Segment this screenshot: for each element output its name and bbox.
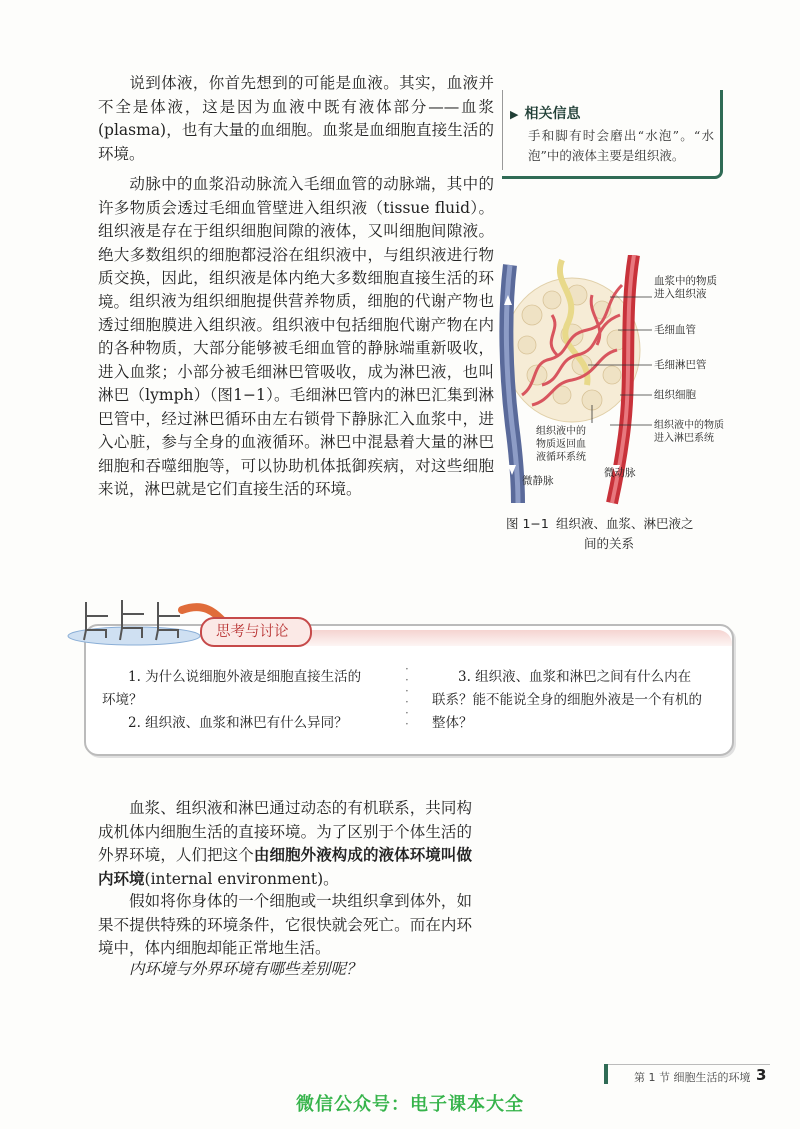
label-venule: 微静脉 xyxy=(522,475,554,487)
page-number: 3 xyxy=(756,1066,767,1084)
paragraph-4-bold: 由细胞外液构成的液体环境叫做内环境 xyxy=(98,846,472,888)
question-1-line-2: 环境？ xyxy=(102,692,143,708)
discussion-divider: · · · · · · xyxy=(405,662,409,731)
question-3-line-2: 联系？能不能说全身的细胞外液是一个有机的 xyxy=(432,692,702,708)
related-info-body: 手和脚有时会磨出“水泡”。“水泡”中的液体主要是组织液。 xyxy=(528,128,714,163)
paragraph-body-fluid xyxy=(98,72,494,166)
question-2: 2. 组织液、血浆和淋巴有什么异同？ xyxy=(128,715,348,731)
label-arteriole: 微动脉 xyxy=(604,467,636,479)
label-lymph-capillary: 毛细淋巴管 xyxy=(654,359,707,371)
question-3-line-3: 整体？ xyxy=(432,715,473,731)
paragraph-5-text: 假如将你身体的一个细胞或一块组织拿到体外，如果不提供特殊的环境条件，它很快就会死亡。而在内环境中，体内细胞却能正常地生活。 xyxy=(98,892,472,957)
paragraph-internal-environment xyxy=(98,797,472,891)
paragraph-lymph xyxy=(98,290,494,502)
label-plasma-to-tissue: 血浆中的物质 进入组织液 xyxy=(654,275,717,300)
triangle-icon: ▶ xyxy=(510,108,519,121)
paragraph-cell-outside xyxy=(98,890,472,961)
footer-rule xyxy=(604,1064,770,1065)
paragraph-1-text: 说到体液，你首先想到的可能是血液。其实，血液并不全是体液，这是因为血液中既有液体部分——血浆(plasma)，也有大量的血细胞。血浆是血细胞直接生活的环境。 xyxy=(98,74,494,163)
footer-section-title: 第 1 节 细胞生活的环境 xyxy=(634,1071,751,1084)
related-info-divider xyxy=(502,90,503,170)
related-info-title-text: 相关信息 xyxy=(524,106,581,122)
wechat-account-banner: 微信公众号：电子课本大全 xyxy=(296,1094,524,1115)
question-1-line-1: 1. 为什么说细胞外液是细胞直接生活的 xyxy=(128,669,362,685)
paragraph-question xyxy=(98,958,472,982)
capillary-diagram xyxy=(492,255,752,505)
caption-line-2: 间的关系 xyxy=(584,536,635,551)
paragraph-3-text: 组织液为组织细胞提供营养物质，细胞的代谢产物也透过细胞膜进入组织液。组织液中包括细胞代谢产物在内的各种物质，大部分能够被毛细血管的静脉端重新吸收，进入血浆；小部分被毛细淋巴管吸收，成为淋巴液，也叫淋巴（lymph）（图1−1）。毛细淋巴管内的淋巴汇集到淋巴管中，经过淋巴循环由左右锁骨下静脉汇入血浆中，进入心脏，参与全身的血液循环。淋巴中混悬着大量的淋巴细胞和吞噬细胞等，可以协助机体抵御疾病，对这些细胞来说，淋巴就是它们直接生活的环境。 xyxy=(98,292,494,498)
question-3-line-1: 3. 组织液、血浆和淋巴之间有什么内在 xyxy=(458,669,692,685)
discussion-questions-left xyxy=(102,666,392,735)
discussion-header-band xyxy=(296,630,732,646)
label-tissue-to-blood: 组织液中的 物质返回血 液循环系统 xyxy=(536,426,586,463)
caption-line-1: 组织液、血浆、淋巴液之 xyxy=(556,516,694,531)
figure-caption xyxy=(506,514,726,554)
discussion-title: 思考与讨论 xyxy=(216,624,289,640)
label-capillary: 毛细血管 xyxy=(654,324,696,336)
discussion-questions-right xyxy=(432,666,722,735)
paragraph-6-text: 内环境与外界环境有哪些差别呢？ xyxy=(129,960,362,978)
paragraph-4-text-b: (internal environment)。 xyxy=(144,869,339,888)
label-tissue-cell: 组织细胞 xyxy=(654,389,696,401)
caption-number: 图 1−1 xyxy=(506,516,549,531)
paragraph-2-text: 动脉中的血浆沿动脉流入毛细血管的动脉端，其中的许多物质会透过毛细血管壁进入组织液（tissue fluid）。组织液是存在于组织细胞间隙的液体，又叫细胞间隙液。绝大多数组织的细胞都浸浴在组织液中，与组织液进行物质交换，因此，组织液是体内绝大多数细胞直接生活的环境。 xyxy=(98,175,494,311)
related-info-title xyxy=(510,103,580,123)
paragraph-4-text-a: 血浆、组织液和淋巴通过动态的有机联系，共同构成机体内细胞生活的直接环境。为了区别于个体生活的外界环境，人们把这个 xyxy=(98,799,472,864)
label-tissue-to-lymph: 组织液中的物质 进入淋巴系统 xyxy=(654,420,724,444)
footer-accent-bar xyxy=(604,1064,608,1084)
